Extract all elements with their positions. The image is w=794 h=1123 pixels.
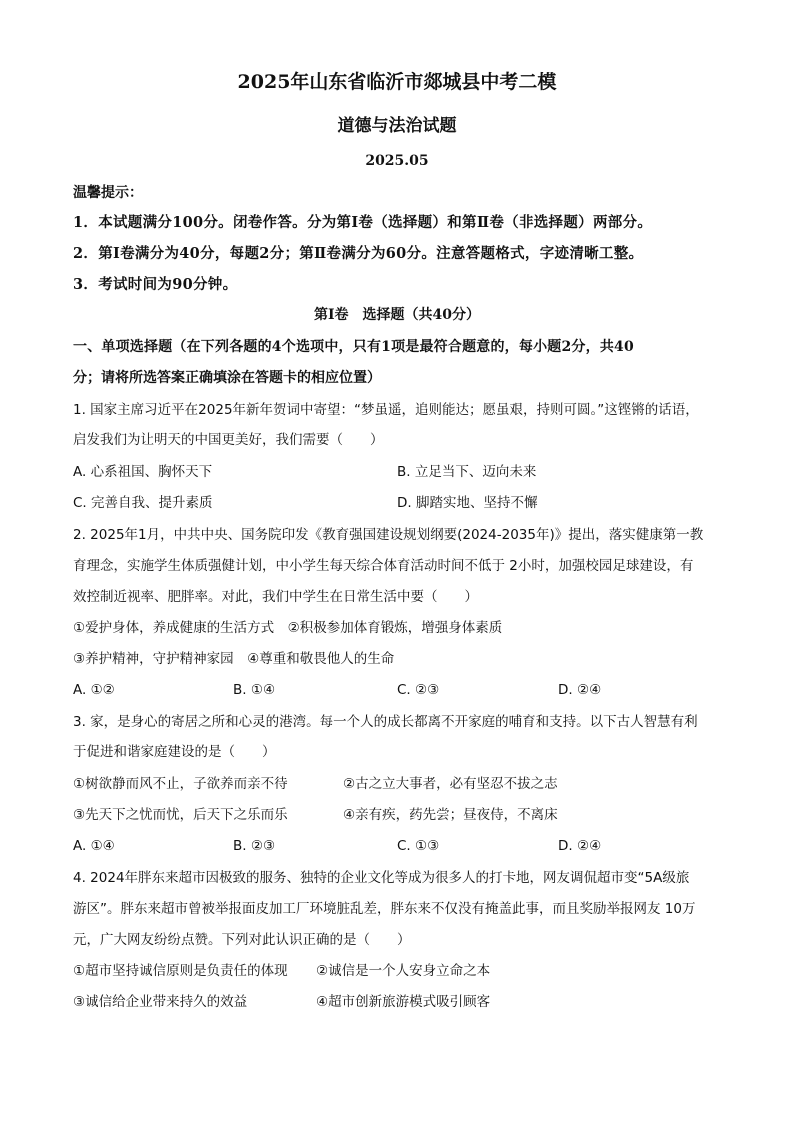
question-2-statement-line-1: ①爱护身体，养成健康的生活方式 ②积极参加体育锻炼，增强身体素质 xyxy=(73,620,503,636)
question-3-statement-2: ②古之立大事者，必有坚忍不拔之志 xyxy=(343,776,558,792)
question-2-option-d: D. ②④ xyxy=(558,682,602,698)
exam-subtitle: 道德与法治试题 xyxy=(337,116,457,136)
question-1-option-d: D. 脚踏实地、坚持不懈 xyxy=(397,495,538,511)
question-2-stem-line-2: 育理念，实施学生体质强健计划，中小学生每天综合体育活动时间不低于 2小时，加强校园足球建设，有 xyxy=(73,558,694,574)
section-instruction-1: 一、单项选择题（在下列各题的4个选项中，只有1项是最符合题意的，每小题2分，共40 xyxy=(73,339,634,355)
section-instruction-2: 分；请将所选答案正确填涂在答题卡的相应位置） xyxy=(73,370,381,386)
question-2-option-a: A. ①② xyxy=(73,682,115,698)
question-4-stem-line-3: 元，广大网友纷纷点赞。下列对此认识正确的是（ ） xyxy=(73,932,411,948)
notice-heading: 温馨提示： xyxy=(73,185,143,201)
question-2-option-c: C. ②③ xyxy=(397,682,440,698)
question-2-option-b: B. ①④ xyxy=(233,682,276,698)
notice-item-2: 2．第Ⅰ卷满分为40分，每题2分；第Ⅱ卷满分为60分。注意答题格式，字迹清晰工整。 xyxy=(73,245,644,262)
question-1-stem-line-2: 启发我们为让明天的中国更美好，我们需要（ ） xyxy=(73,432,384,448)
question-3-stem-line-1: 3. 家，是身心的寄居之所和心灵的港湾。每一个人的成长都离不开家庭的哺育和支持。以下古人智慧有利 xyxy=(73,714,698,730)
question-4-statement-3: ③诚信给企业带来持久的效益 xyxy=(73,994,248,1010)
question-4-stem-line-2: 游区”。胖东来超市曾被举报面皮加工厂环境脏乱差，胖东来不仅没有掩盖此事，而且奖励举报网友 10万 xyxy=(73,901,696,917)
question-3-stem-line-2: 于促进和谐家庭建设的是（ ） xyxy=(73,744,276,760)
question-2-stem-line-3: 效控制近视率、肥胖率。对此，我们中学生在日常生活中要（ ） xyxy=(73,589,478,605)
question-3-option-a: A. ①④ xyxy=(73,838,115,854)
question-1-option-b: B. 立足当下、迈向未来 xyxy=(397,464,537,480)
question-2-stem-line-1: 2. 2025年1月，中共中央、国务院印发《教育强国建设规划纲要(2024-2035年)》提出，落实健康第一教 xyxy=(73,527,704,543)
notice-item-3: 3．考试时间为90分钟。 xyxy=(73,276,238,293)
exam-date: 2025.05 xyxy=(365,153,429,169)
question-1-stem-line-1: 1. 国家主席习近平在2025年新年贺词中寄望：“梦虽遥，追则能达；愿虽艰，持则可圆。”这铿锵的话语， xyxy=(73,402,699,418)
question-3-statement-4: ④亲有疾，药先尝；昼夜侍，不离床 xyxy=(343,807,558,823)
question-3-option-b: B. ②③ xyxy=(233,838,276,854)
section-title: 第Ⅰ卷 选择题（共40分） xyxy=(313,307,481,323)
question-4-statement-2: ②诚信是一个人安身立命之本 xyxy=(316,963,491,979)
question-3-statement-3: ③先天下之忧而忧，后天下之乐而乐 xyxy=(73,807,288,823)
question-3-option-d: D. ②④ xyxy=(558,838,602,854)
question-2-statement-line-2: ③养护精神，守护精神家园 ④尊重和敬畏他人的生命 xyxy=(73,651,395,667)
question-4-statement-1: ①超市坚持诚信原则是负责任的体现 xyxy=(73,963,288,979)
question-4-stem-line-1: 4. 2024年胖东来超市因极致的服务、独特的企业文化等成为很多人的打卡地，网友调侃超市变“5A级旅 xyxy=(73,870,690,886)
question-3-option-c: C. ①③ xyxy=(397,838,440,854)
question-1-option-a: A. 心系祖国、胸怀天下 xyxy=(73,464,213,480)
question-4-statement-4: ④超市创新旅游模式吸引顾客 xyxy=(316,994,491,1010)
notice-item-1: 1．本试题满分100分。闭卷作答。分为第Ⅰ卷（选择题）和第Ⅱ卷（非选择题）两部分。 xyxy=(73,214,653,231)
question-3-statement-1: ①树欲静而风不止，子欲养而亲不待 xyxy=(73,776,288,792)
exam-title: 2025年山东省临沂市郯城县中考二模 xyxy=(237,71,557,93)
question-1-option-c: C. 完善自我、提升素质 xyxy=(73,495,213,511)
